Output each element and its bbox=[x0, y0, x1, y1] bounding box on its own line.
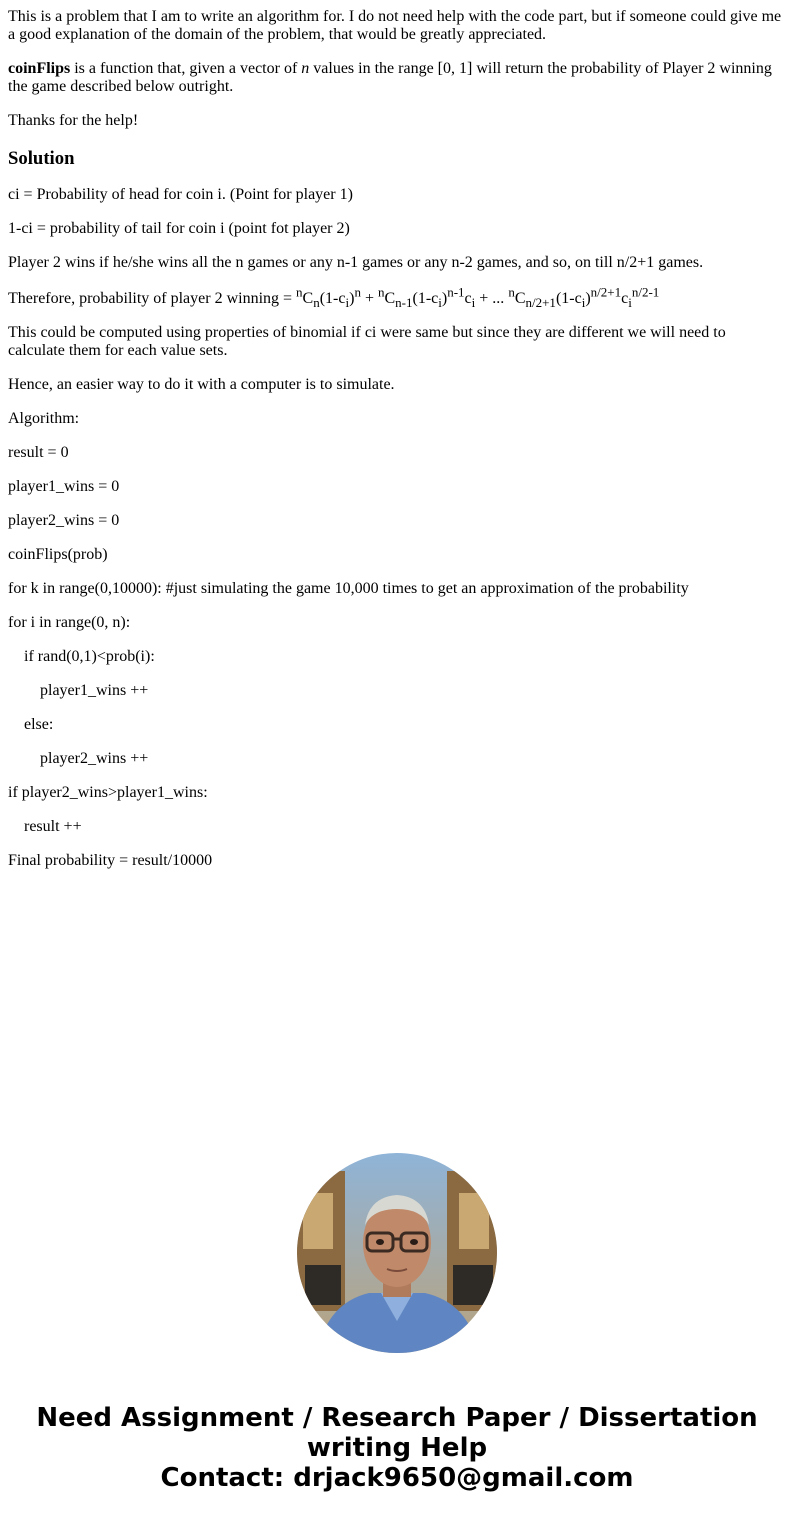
algo-line: player2_wins = 0 bbox=[8, 512, 120, 529]
solution-line-3: Player 2 wins if he/she wins all the n games or any n-1 games or any n-2 games, and so, on till n/2+1 games. bbox=[8, 254, 704, 271]
algo-line: player1_wins = 0 bbox=[8, 478, 120, 495]
promo-line-2: writing Help bbox=[306, 1433, 488, 1463]
algo-line: player1_wins ++ bbox=[40, 682, 149, 699]
algo-line: result ++ bbox=[24, 818, 82, 835]
variable-n: n bbox=[301, 60, 310, 77]
thanks-text: Thanks for the help! bbox=[8, 112, 139, 129]
post-content bbox=[8, 8, 786, 886]
function-name: coinFlips bbox=[8, 60, 71, 77]
algo-line: player2_wins ++ bbox=[40, 750, 149, 767]
solution-line-5: Hence, an easier way to do it with a computer is to simulate. bbox=[8, 376, 395, 393]
algo-line: else: bbox=[24, 716, 54, 733]
algo-line: Final probability = result/10000 bbox=[8, 852, 213, 869]
avatar bbox=[297, 1153, 497, 1353]
solution-line-2: 1-ci = probability of tail for coin i (point fot player 2) bbox=[8, 220, 350, 237]
promo-line-1: Need Assignment / Research Paper / Dissertation bbox=[36, 1403, 758, 1433]
algorithm-label: Algorithm: bbox=[8, 410, 80, 427]
intro-paragraph: This is a problem that I am to write an algorithm for. I do not need help with the code part, but if someone could give me a good explanation of the domain of the problem, that would be greatly appreciated. bbox=[8, 8, 782, 43]
algo-line: for k in range(0,10000): #just simulating the game 10,000 times to get an approximation of the probability bbox=[8, 580, 689, 597]
contact-email: Contact: drjack9650@gmail.com bbox=[160, 1463, 634, 1493]
algo-line: for i in range(0, n): bbox=[8, 614, 131, 631]
promo-banner bbox=[0, 1403, 794, 1493]
algo-line: result = 0 bbox=[8, 444, 69, 461]
algo-line: if player2_wins>player1_wins: bbox=[8, 784, 208, 801]
solution-heading: Solution bbox=[8, 148, 75, 169]
solution-line-1: ci = Probability of head for coin i. (Point for player 1) bbox=[8, 186, 353, 203]
person-portrait-image bbox=[297, 1153, 497, 1353]
solution-line-4: This could be computed using properties of binomial if ci were same but since they are different we will need to calculate them for each value sets. bbox=[8, 324, 726, 359]
algo-line: coinFlips(prob) bbox=[8, 546, 108, 563]
probability-formula: Therefore, probability of player 2 winning = $^nC_n(1-c_i)^n + ^nC_{n-1}(1-c_i)^{n-1}c_i$ + ... $^nC_{n/2+1}(1-c_i)^{n/2+1}c_i^{n/2-1}$ bbox=[8, 284, 660, 311]
function-description: coinFlips is a function that, given a vector of n values in the range [0, 1] will return the probability of Player 2 winning the game described below outright. bbox=[8, 60, 772, 95]
algo-line: if rand(0,1)<prob(i): bbox=[24, 648, 155, 665]
